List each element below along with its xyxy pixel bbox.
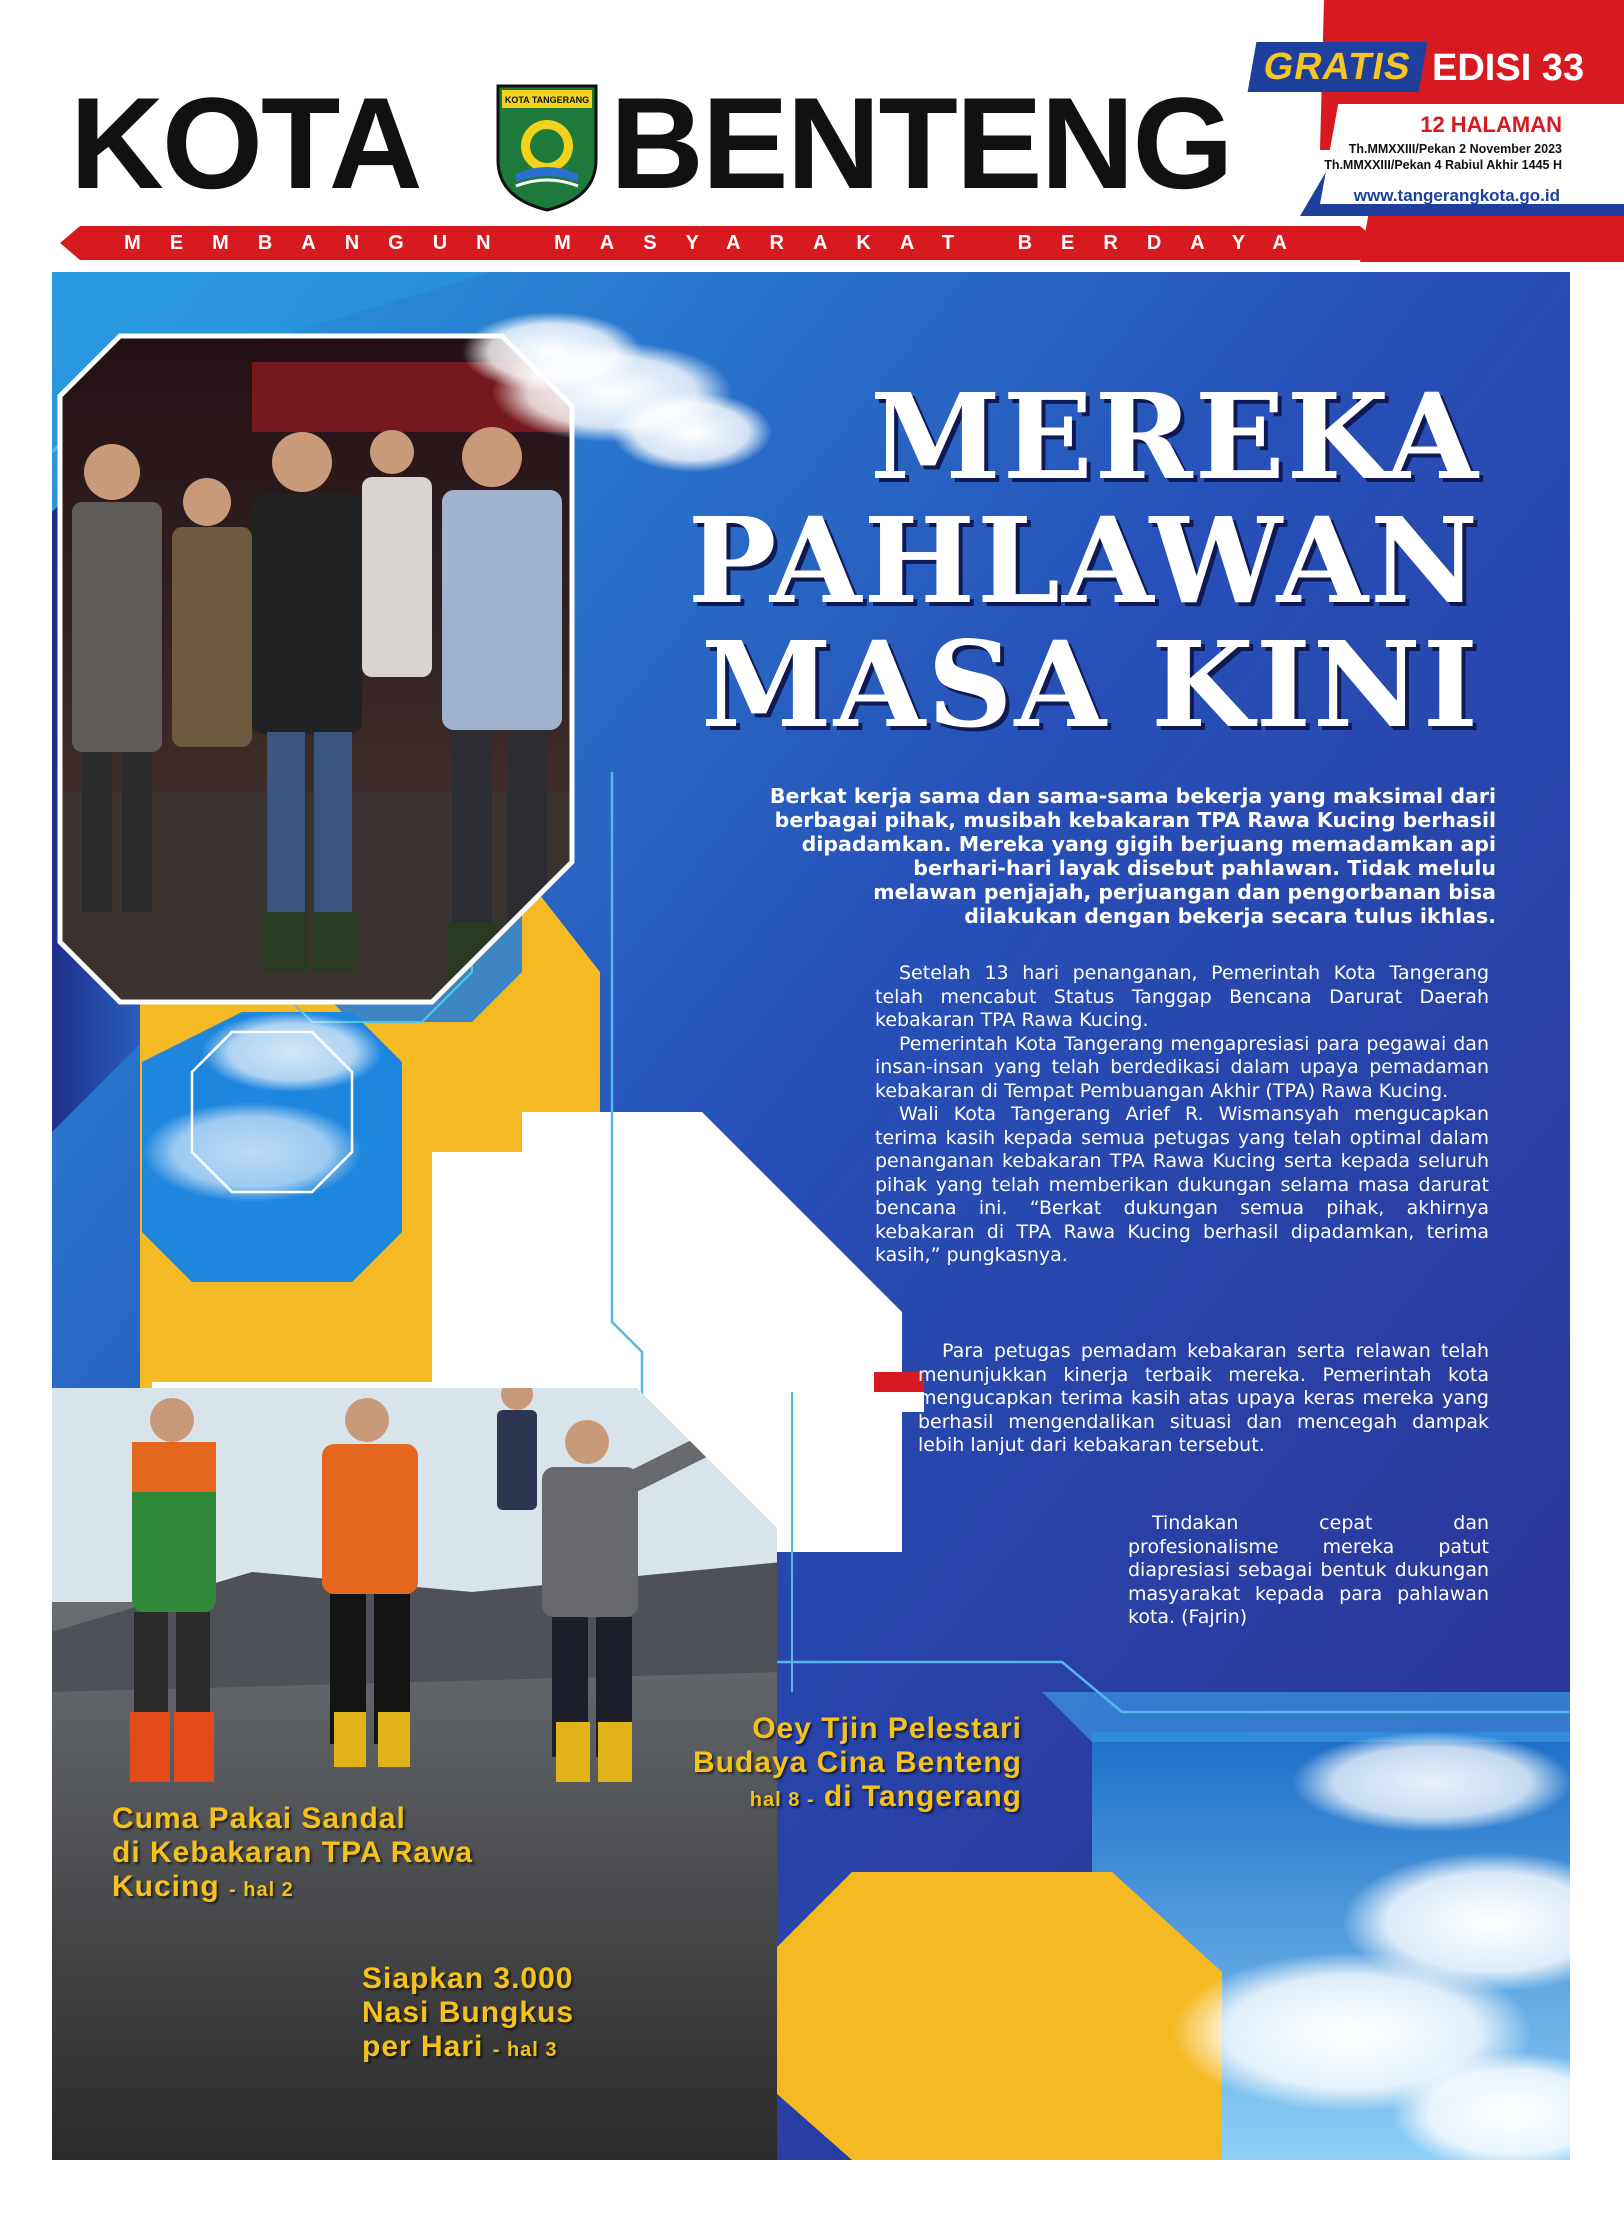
page-count: 12 HALAMAN	[1420, 112, 1562, 137]
article-paragraph-1: Setelah 13 hari penanganan, Pemerintah Kota Tangerang telah mencabut Status Tanggap Bencana Darurat Daerah kebakaran TPA Rawa Kucing.	[875, 962, 1489, 1031]
article-body-top	[875, 962, 1489, 1268]
edition-label: EDISI 33	[1432, 47, 1585, 89]
article-paragraph-4: Para petugas pemadam kebakaran serta relawan telah menunjukkan kinerja terbaik mereka. Pemerintah kota mengucapkan terima kasih atas upaya keras mereka yang berhasil mengendalikan situasi dan mencegah dampak lebih lanjut dari kebakaran tersebut.	[918, 1340, 1489, 1456]
kota-tangerang-emblem-icon	[492, 82, 602, 212]
headline-line-2: PAHLAWAN	[687, 491, 1480, 630]
website-link[interactable]: www.tangerangkota.go.id	[1353, 186, 1560, 205]
article-body-middle	[918, 1340, 1489, 1458]
teaser-line: Nasi Bungkus	[362, 1996, 575, 2029]
date-line-gregorian: Th.MMXXIII/Pekan 2 November 2023	[1348, 142, 1562, 156]
teaser-line: Oey Tjin Pelestari	[752, 1712, 1022, 1745]
teaser-line: Budaya Cina Benteng	[692, 1746, 1022, 1779]
teaser-sandal[interactable]	[112, 1802, 532, 1907]
lead-line: melawan penjajah, perjuangan dan pengorbanan bisa	[873, 880, 1496, 904]
lead-line: berbagai pihak, musibah kebakaran TPA Rawa Kucing berhasil	[774, 808, 1496, 832]
headline-line-1: MEREKA	[870, 367, 1480, 506]
teaser-page-ref: hal 8 -	[749, 1789, 815, 1811]
teaser-page-ref: - hal 2	[229, 1879, 294, 1901]
teaser-nasi-bungkus[interactable]	[362, 1962, 662, 2067]
lead-line: dilakukan dengan bekerja secara tulus ikhlas.	[964, 904, 1496, 928]
teaser-line: Cuma Pakai Sandal	[112, 1802, 406, 1835]
masthead-title-kota: KOTA	[70, 70, 421, 216]
lead-line: dipadamkan. Mereka yang gigih berjuang memadamkan api	[801, 832, 1496, 856]
teaser-line: di Kebakaran TPA Rawa	[112, 1836, 474, 1869]
teaser-oey-tjin[interactable]	[670, 1712, 1022, 1817]
teaser-line: Kucing	[112, 1870, 220, 1903]
teaser-line: di Tangerang	[823, 1780, 1022, 1813]
masthead-title-benteng: BENTENG	[610, 70, 1232, 216]
article-paragraph-2: Pemerintah Kota Tangerang mengapresiasi para pegawai dan insan-insan yang telah berdedikasi dalam upaya pemadaman kebakaran di Tempat Pembuangan Akhir (TPA) Rawa Kucing.	[875, 1032, 1489, 1102]
lead-line: berhari-hari layak disebut pahlawan. Tidak melulu	[913, 856, 1496, 880]
emblem-label: KOTA TANGERANG	[504, 95, 590, 105]
gratis-badge: GRATIS	[1248, 42, 1428, 92]
lead-line: Berkat kerja sama dan sama-sama bekerja yang maksimal dari	[769, 784, 1496, 808]
article-paragraph-5: Tindakan cepat dan profesionalisme mereka patut diapresiasi sebagai bentuk dukungan masyarakat kepada para pahlawan kota. (Fajrin)	[1128, 1512, 1489, 1628]
teaser-page-ref: - hal 3	[492, 2039, 558, 2061]
date-line-hijri: Th.MMXXIII/Pekan 4 Rabiul Akhir 1445 H	[1324, 158, 1562, 172]
teaser-line: Siapkan 3.000	[362, 1962, 574, 1995]
masthead-tagline: MEMBANGUN MASYARAKAT BERDAYA	[124, 232, 1316, 254]
headline-line-3: MASA KINI	[701, 615, 1480, 754]
article-body-bottom	[1128, 1512, 1489, 1630]
teaser-line: per Hari	[362, 2030, 484, 2063]
lead-paragraph	[690, 784, 1496, 928]
article-paragraph-3: Wali Kota Tangerang Arief R. Wismansyah mengucapkan terima kasih kepada semua petugas yang telah optimal dalam penanganan kebakaran TPA Rawa Kucing serta kepada seluruh pihak yang telah memberikan dukungan selama masa darurat bencana ini. “Berkat dukungan semua pihak, akhirnya kebakaran di TPA Rawa Kucing berhasil dipadamkan, terima kasih,” pungkasnya.	[875, 1103, 1489, 1266]
